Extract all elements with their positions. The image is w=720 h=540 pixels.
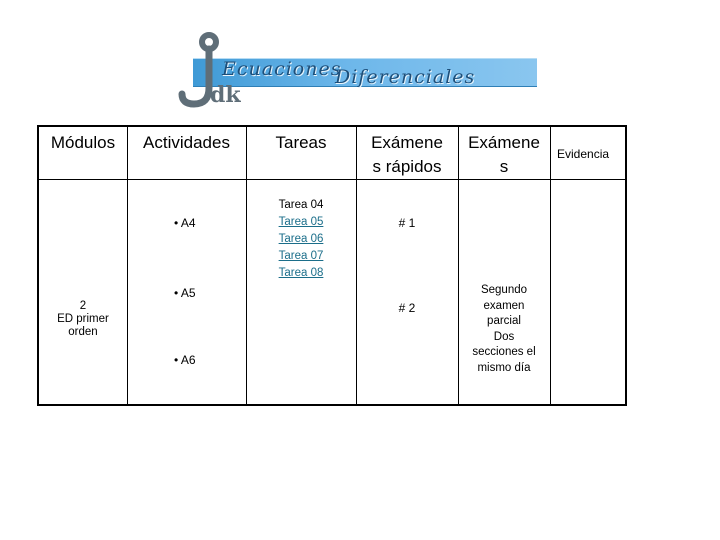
module-name-line2: orden [68,326,98,338]
header-modulos: Módulos [50,133,116,152]
activity-a6: • A6 [174,353,196,367]
header-examenes: Exámene s [468,133,540,176]
header-actividades: Actividades [143,133,230,152]
task-04: Tarea 04 [278,199,324,211]
header-examenes-rapidos: Exámene s rápidos [371,133,443,176]
header-tareas: Tareas [275,133,327,152]
quick-exam-1: # 1 [398,216,416,230]
task-07-link[interactable]: Tarea 07 [278,250,324,262]
course-logo [176,30,541,108]
task-08-link[interactable]: Tarea 08 [278,267,324,279]
column-divider [550,127,551,404]
column-divider [127,127,128,404]
quick-exam-2: # 2 [398,301,416,315]
task-05-link[interactable]: Tarea 05 [278,216,324,228]
module-name-line1: ED primer [57,313,109,325]
module-number: 2 [79,300,87,312]
activity-a4: • A4 [174,216,196,230]
exam-description: Segundo examen parcial Dos secciones el mismo día [472,284,536,374]
logo-text-ecuaciones: Ecuaciones [222,58,342,80]
svg-text:dk: dk [210,82,241,108]
header-evidencia: Evidencia [557,147,610,161]
course-table [37,125,627,406]
header-divider [39,179,625,180]
task-06-link[interactable]: Tarea 06 [278,233,324,245]
activity-a5: • A5 [174,286,196,300]
module-cell [39,300,127,339]
logo-text-diferenciales: Diferenciales [335,66,476,88]
tasks-list [246,197,356,282]
